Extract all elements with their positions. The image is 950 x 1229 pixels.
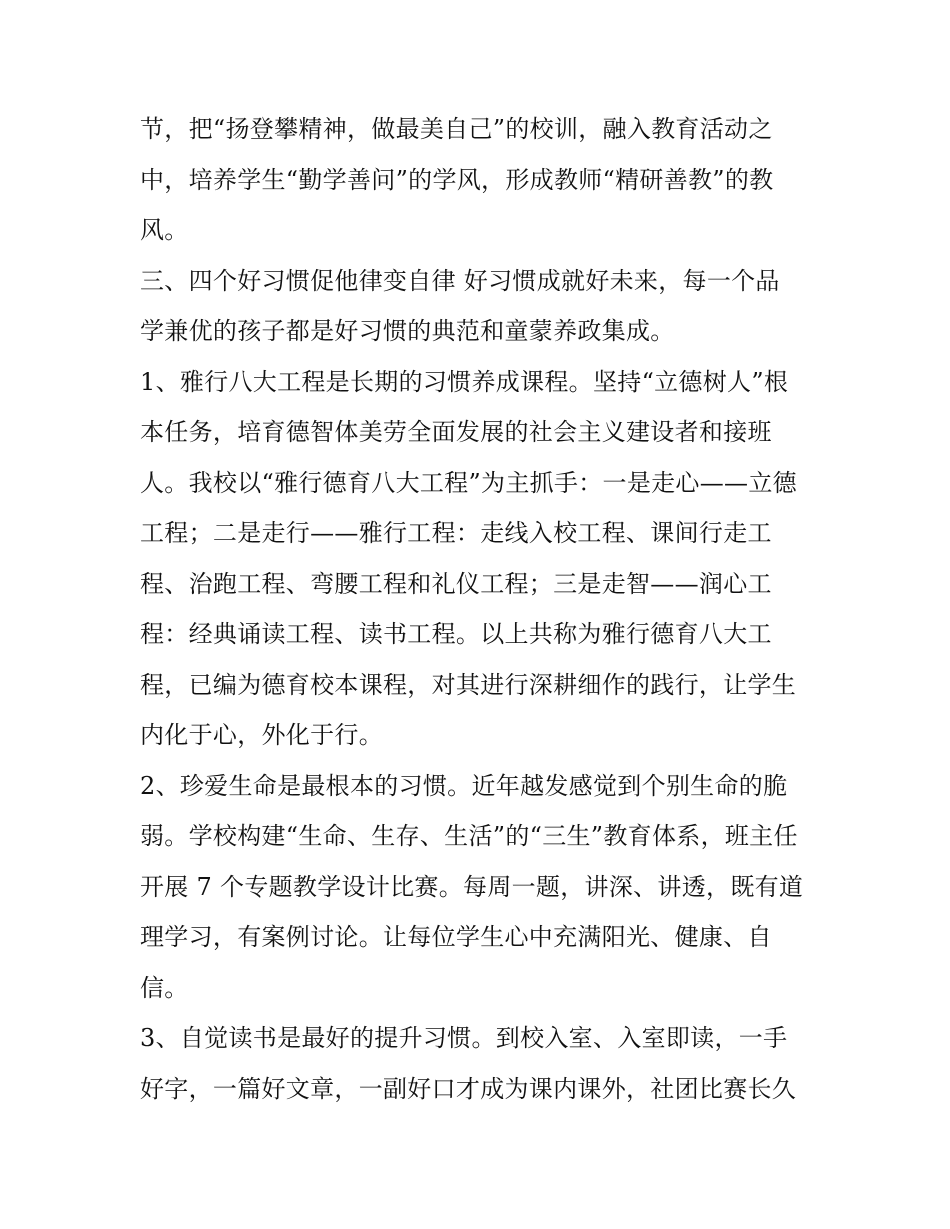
text-line: 信。 <box>140 973 189 1002</box>
text-line: 程，已编为德育校本课程，对其进行深耕细作的践行，让学生 <box>140 670 797 699</box>
item-2-line: 2、珍爱生命是最根本的习惯。近年越发感觉到个别生命的脆 <box>140 771 788 800</box>
text-line: 本任务，培育德智体美劳全面发展的社会主义建设者和接班 <box>140 418 772 446</box>
text-line: 理学习，有案例讨论。让每位学生心中充满阳光、健康、自 <box>140 923 772 951</box>
text-line: 人。我校以“雅行德育八大工程”为主抓手：一是走心——立德 <box>140 468 797 497</box>
text-line: 节，把“扬登攀精神，做最美自己”的校训，融入教育活动之 <box>140 115 773 143</box>
item-1-line: 1、雅行八大工程是长期的习惯养成课程。坚持“立德树人”根 <box>140 367 789 396</box>
text-line: 好字，一篇好文章，一副好口才成为课内课外，社团比赛长久 <box>140 1074 797 1103</box>
text-line: 内化于心，外化于行。 <box>140 721 383 749</box>
text-line: 学兼优的孩子都是好习惯的典范和童蒙养政集成。 <box>140 317 675 345</box>
text-line: 中，培养学生“勤学善问”的学风，形成教师“精研善教”的教 <box>140 165 774 194</box>
text-line: 程、治跑工程、弯腰工程和礼仪工程；三是走智——润心工 <box>140 569 772 598</box>
text-line: 弱。学校构建“生命、生存、生活”的“三生”教育体系，班主任 <box>140 822 798 850</box>
text-line: 程：经典诵读工程、读书工程。以上共称为雅行德育八大工 <box>140 620 772 648</box>
text-line: 工程；二是走行——雅行工程：走线入校工程、课间行走工 <box>140 519 772 547</box>
item-3-line: 3、自觉读书是最好的提升习惯。到校入室、入室即读，一手 <box>140 1024 788 1052</box>
text-line: 开展 7 个专题教学设计比赛。每周一题，讲深、讲透，既有道 <box>140 872 804 901</box>
section-heading-line: 三、四个好习惯促他律变自律 好习惯成就好未来，每一个品 <box>140 266 780 295</box>
text-line: 风。 <box>140 216 189 244</box>
document-body <box>140 104 812 1114</box>
